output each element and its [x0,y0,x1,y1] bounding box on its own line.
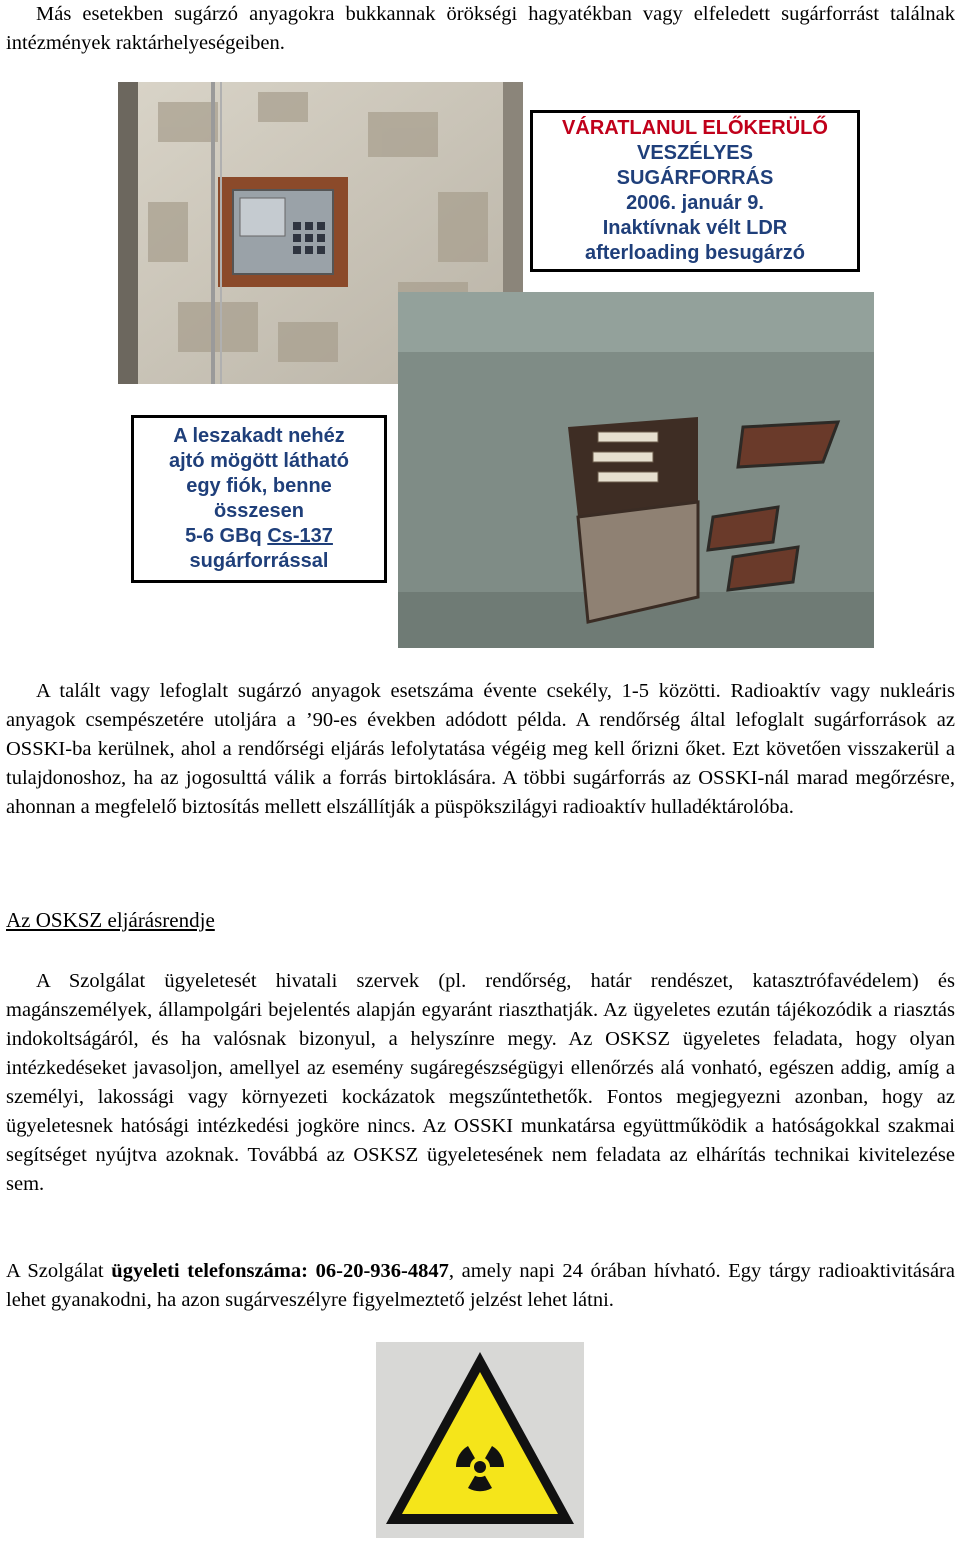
callout-line-2: VESZÉLYES [637,142,753,164]
callout-left-line-4: összesen [213,500,305,522]
callout-left-line-5 [134,524,384,549]
callout-left-line-3: egy fiók, benne [186,475,332,497]
drawer-photo [398,292,874,648]
paragraph-procedure: A Szolgálat ügyeletesét hivatali szervek (pl. rendőrség, határ rendészet, katasztrófavédelem) és magánszemélyek, állampolgári bejelentés alapján egyaránt riaszthatják. Az ügyeletes ezután tájékozódik a riasztás indokoltságáról, és ha valósnak bizonyul, a helyszínre megy. Az OSKSZ ügyeletes feladata, hogy olyan intézkedéseket javasoljon, amellyel az esemény sugáregészségügyi ellenőrzés alá vonható, egészen addig, amíg a személyi, lakossági vagy környezeti kockázatok megszűntethetők. Fontos megjegyezni azonban, hogy az ügyeletesnek hatósági intézkedési jogköre nincs. Az OSSKI munkatársa együttműködik a hatóságokkal szakmai segítséget nyújtva azoknak. Továbbá az OSKSZ ügyeletesének nem feladata az elhárítás technikai kivitelezése sem. [6,970,955,1195]
callout-left-activity: 5-6 GBq [185,525,268,547]
section-heading: Az OSKSZ eljárásrendje [6,908,215,932]
paragraph-cases: A talált vagy lefoglalt sugárzó anyagok esetszáma évente csekély, 1-5 közötti. Radioaktív vagy nukleáris anyagok csempészetére utoljára a ’90-es években adódott példa. A rendőrség által lefoglalt sugárforrások az OSSKI-ba kerülnek, ahol a rendőrségi eljárás lefolytatása végéig meg kell őrizni őket. Ezt követően visszakerül a tulajdonoshoz, ha az jogosulttá válik a forrás birtoklására. A többi sugárforrás az OSSKI-nál marad megőrzésre, ahonnan a megfelelő biztosítás mellett elszállítják a püspökszilágyi radioaktív hulladéktárolóba. [6,680,955,818]
callout-line-5: Inaktívnak vélt LDR [602,217,788,239]
callout-line-3: SUGÁRFORRÁS [616,167,774,189]
phone-rest: , amely napi 24 órában hívható. Egy tárgy radioaktivitására lehet gyanakodni, ha azon sugárveszélyre figyelmeztető jelzést lehet látni. [6,1260,955,1311]
phone-intro: A Szolgálat [6,1260,112,1282]
callout-left-line-1: A leszakadt nehéz [173,425,345,447]
callout-line-6: afterloading besugárzó [584,242,806,264]
intro-paragraph: Más esetekben sugárzó anyagokra bukkannak örökségi hagyatékban vagy elfeledett sugárforrást találnak intézmények raktárhelyeségeiben. [6,3,955,54]
phone-number: ügyeleti telefonszáma: 06-20-936-4847 [111,1260,449,1282]
paragraph-phone [6,1257,955,1315]
callout-drawer-description [131,415,387,583]
callout-left-line-6: sugárforrással [189,550,329,572]
cs137-link[interactable]: Cs-137 [267,525,333,547]
callout-line-1: VÁRATLANUL ELŐKERÜLŐ [562,117,828,139]
radiation-warning-icon [376,1342,584,1538]
callout-unexpected-source [530,110,860,272]
callout-date: 2006. január 9. [626,192,764,214]
callout-left-line-2: ajtó mögött látható [169,450,349,472]
